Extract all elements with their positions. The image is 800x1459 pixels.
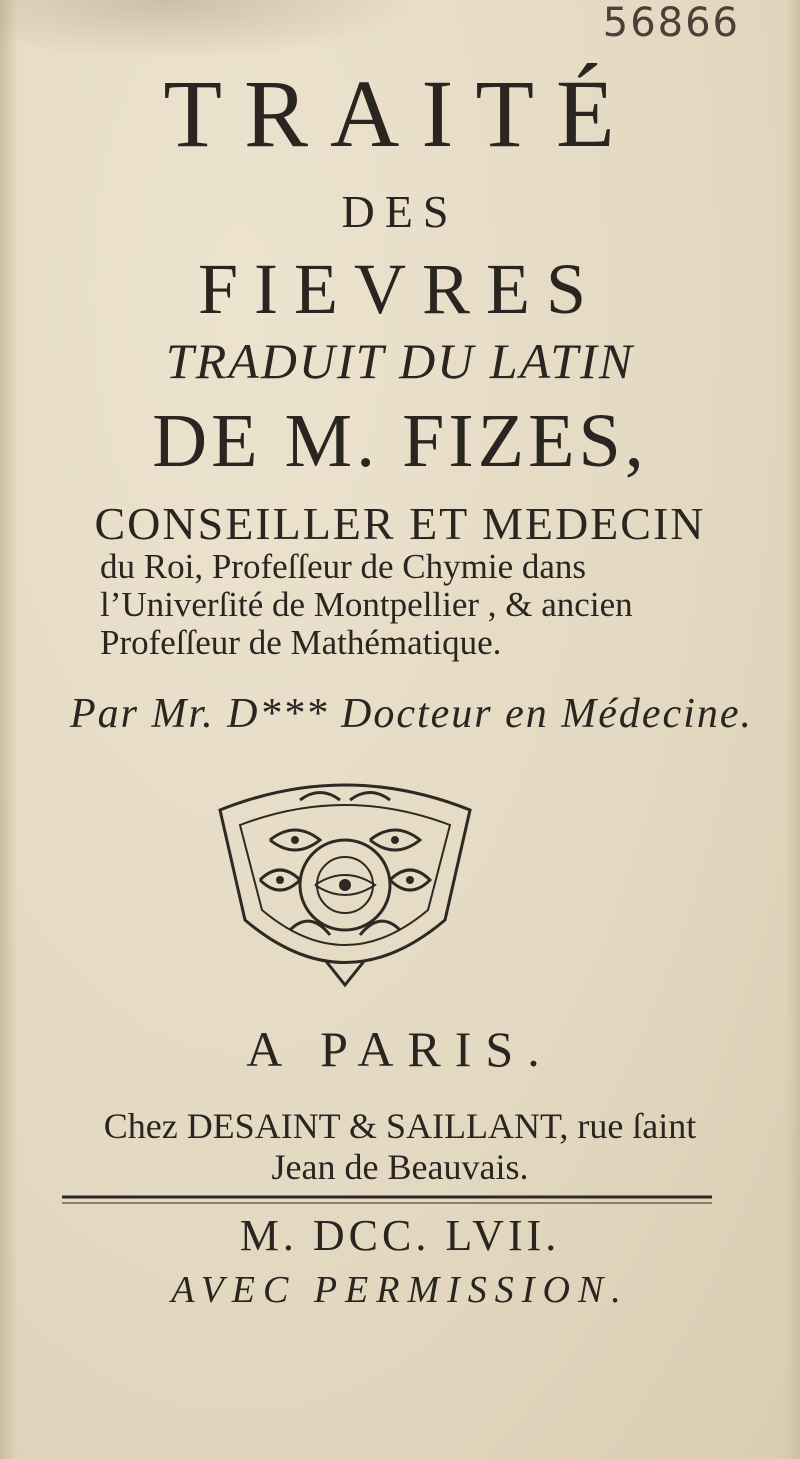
- imprint-publisher: Chez DESAINT & SAILLANT, rue ſaint: [103, 1106, 697, 1146]
- author-name: DE M. FIZES,: [152, 399, 648, 483]
- description-line: du Roi, Profeſſeur de Chymie dans: [100, 547, 587, 586]
- imprint-street: Jean de Beauvais.: [271, 1147, 529, 1187]
- catalog-mark: 56866: [602, 0, 740, 46]
- imprint-city: A PARIS.: [246, 1021, 554, 1077]
- description-line: Profeſſeur de Mathématique.: [100, 623, 502, 662]
- paper-stain: [0, 0, 420, 60]
- title-des: DES: [341, 186, 459, 237]
- double-rule-divider: [62, 1195, 712, 1205]
- imprint-permission: AVEC PERMISSION.: [171, 1269, 629, 1311]
- author-role: CONSEILLER ET MEDECIN: [94, 498, 706, 549]
- imprint-date: M. DCC. LVII.: [239, 1211, 561, 1260]
- translator-credit: Par Mr. D*** Docteur en Médecine.: [70, 691, 753, 737]
- author-description: [100, 548, 740, 662]
- printers-ornament-icon: [200, 770, 490, 1000]
- translated-from-latin: TRADUIT DU LATIN: [165, 333, 635, 389]
- description-line: l’Univerſité de Montpellier , & ancien: [100, 585, 633, 624]
- title-main: TRAITÉ: [163, 60, 637, 167]
- title-fievres: FIEVRES: [197, 249, 603, 329]
